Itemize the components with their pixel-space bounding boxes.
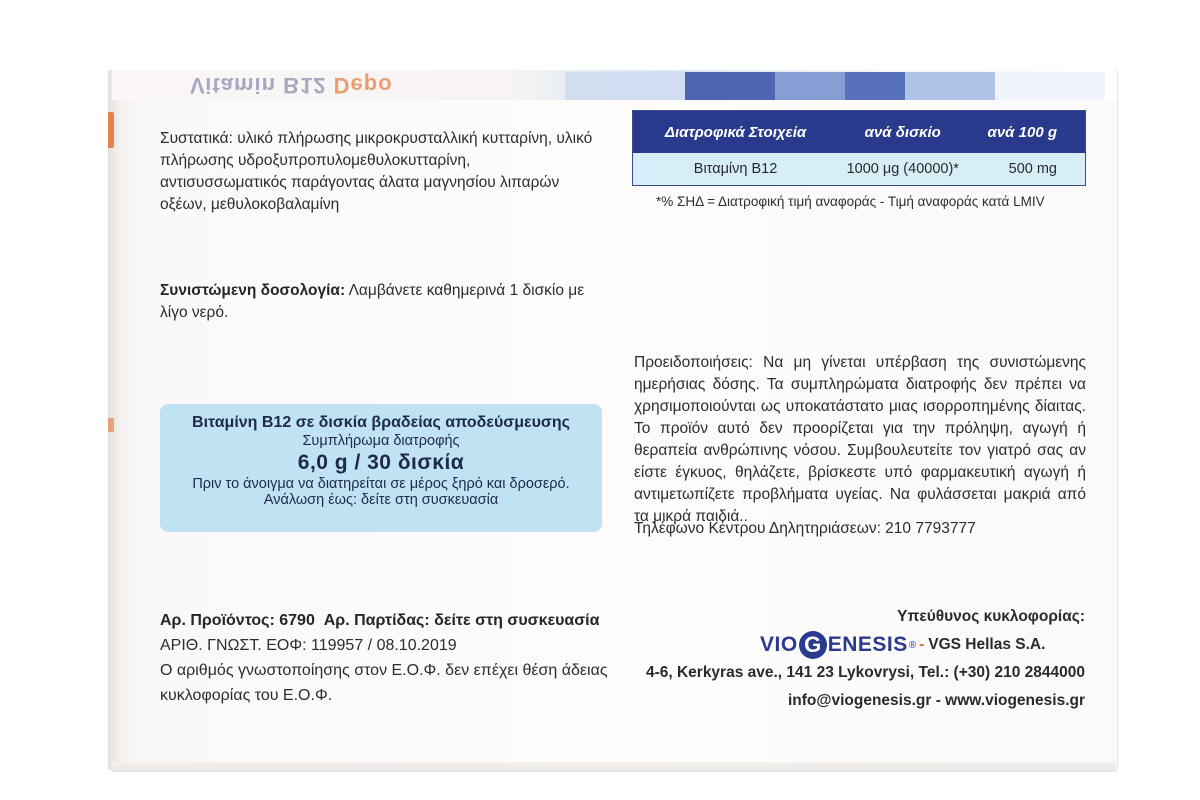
product-info-box [160, 404, 602, 532]
table-row [633, 153, 1085, 185]
product-expiry: Ανάλωση έως: δείτε στη συσκευασία [263, 492, 499, 508]
nutrition-footnote: *% ΣΗΔ = Διατροφική τιμή αναφοράς - Τιμή αναφοράς κατά LMIV [656, 194, 1045, 209]
registered-mark: ® [908, 639, 917, 651]
company-name: VGS Hellas S.A. [928, 636, 1046, 653]
dosage-label: Συνιστώμενη δοσολογία: [160, 282, 346, 299]
warnings-text [634, 352, 1086, 528]
regulatory-info [160, 608, 630, 708]
blue-graphic-shape [685, 72, 775, 100]
distributor-title: Υπεύθυνος κυκλοφορίας: [897, 608, 1085, 625]
dosage-body: Λαμβάνετε καθημερινά 1 δισκίο με λίγο νερό. [160, 282, 585, 321]
logo-g-icon: G [799, 631, 827, 659]
nutrition-cell-per-100g: 500 mg [1008, 161, 1057, 177]
blue-graphic-shape [775, 72, 845, 100]
viogenesis-logo [760, 630, 1045, 660]
blue-graphic-shape [845, 72, 905, 100]
dosage-text [160, 280, 608, 324]
blue-graphic-shape [905, 72, 995, 100]
blue-graphic-shape [565, 72, 685, 100]
product-quantity: 6,0 g / 30 δισκία [297, 451, 465, 474]
nutrition-table [632, 110, 1086, 186]
warnings-label: Προειδοποιήσεις: [634, 354, 753, 371]
ingredients-label: Συστατικά: [160, 130, 233, 147]
nutrition-header-per-100g: ανά 100 g [987, 123, 1057, 141]
nutrition-table-header [633, 111, 1085, 153]
warnings-body: Να μη γίνεται υπέρβαση της συνιστώμενης ημερήσιας δόσης. Τα συμπληρώματα διατροφής δεν πρέπει να χρησιμοποιούνται ως υποκατάστατο μιας ισορροπημένης δίαιτας. Το προϊόν αυτό δεν προορίζεται για την πρόληψη, αγωγή ή θεραπεία ανθρώπινης νόσου. Συμβουλευτείτε τον γιατρό σας αν είστε έγκυος, θηλάζετε, βρίσκεστε υπό φαρμακευτική αγωγή ή αντιμετωπίζετε προβλήματα υγείας. Να φυλάσσεται μακριά από τα μικρά παιδιά.. [634, 354, 1086, 525]
top-flap-mirrored-title [190, 72, 393, 98]
nutrition-header-nutrients: Διατροφικά Στοιχεία [664, 123, 807, 141]
company-contact: info@viogenesis.gr - www.viogenesis.gr [787, 692, 1085, 709]
ingredients-text [160, 128, 600, 216]
poison-center-phone: Τηλέφωνο Κέντρου Δηλητηριάσεων: 210 7793777 [634, 520, 976, 537]
product-batch-row [160, 608, 630, 633]
eof-note: Ο αριθμός γνωστοποίησης στον Ε.Ο.Φ. δεν επέχει θέση άδειας κυκλοφορίας του Ε.Ο.Φ. [160, 662, 608, 704]
mirrored-title-suffix: Depo [333, 73, 393, 98]
company-address: 4-6, Kerkyras ave., 141 23 Lykovrysi, Tel.: (+30) 210 2844000 [645, 664, 1085, 681]
batch-number: Αρ. Παρτίδας: δείτε στη συσκευασία [323, 612, 600, 629]
top-flap-blue-graphic [565, 72, 1105, 100]
product-title: Βιταμίνη Β12 σε δισκία βραδείας αποδεύσμευσης [192, 414, 570, 431]
logo-enesis-text: ENESIS [827, 633, 908, 656]
logo-vio-text: VIO [760, 633, 798, 656]
eof-number: ΑΡΙΘ. ΓΝΩΣΤ. ΕΟΦ: 119957 / 08.10.2019 [160, 637, 457, 654]
product-number: Αρ. Προϊόντος: 6790 [160, 612, 315, 629]
nutrition-header-per-tablet: ανά δισκίο [864, 123, 941, 141]
nutrition-cell-per-tablet: 1000 μg (40000)* [846, 161, 959, 177]
blue-graphic-shape [995, 72, 1105, 100]
product-storage: Πριν το άνοιγμα να διατηρείται σε μέρος ξηρό και δροσερό. [192, 476, 570, 492]
mirrored-title-text: Vitamin B12 [190, 73, 327, 98]
orange-accent-tab [108, 112, 114, 148]
package-bottom-edge [112, 762, 1116, 772]
nutrition-cell-nutrient: Βιταμίνη Β12 [693, 161, 778, 177]
ingredients-body: υλικό πλήρωσης μικροκρυσταλλική κυτταρίνη, υλικό πλήρωσης υδροξυπροπυλομεθυλοκυτταρίνη, αντισυσσωματικός παράγοντας άλατα μαγνησίου λιπαρών οξέων, μεθυλοκοβαλαμίνη [160, 130, 593, 213]
orange-accent-tab-lower [108, 418, 114, 432]
product-subtitle: Συμπλήρωμα διατροφής [302, 433, 460, 449]
logo-dash: - [919, 636, 925, 653]
